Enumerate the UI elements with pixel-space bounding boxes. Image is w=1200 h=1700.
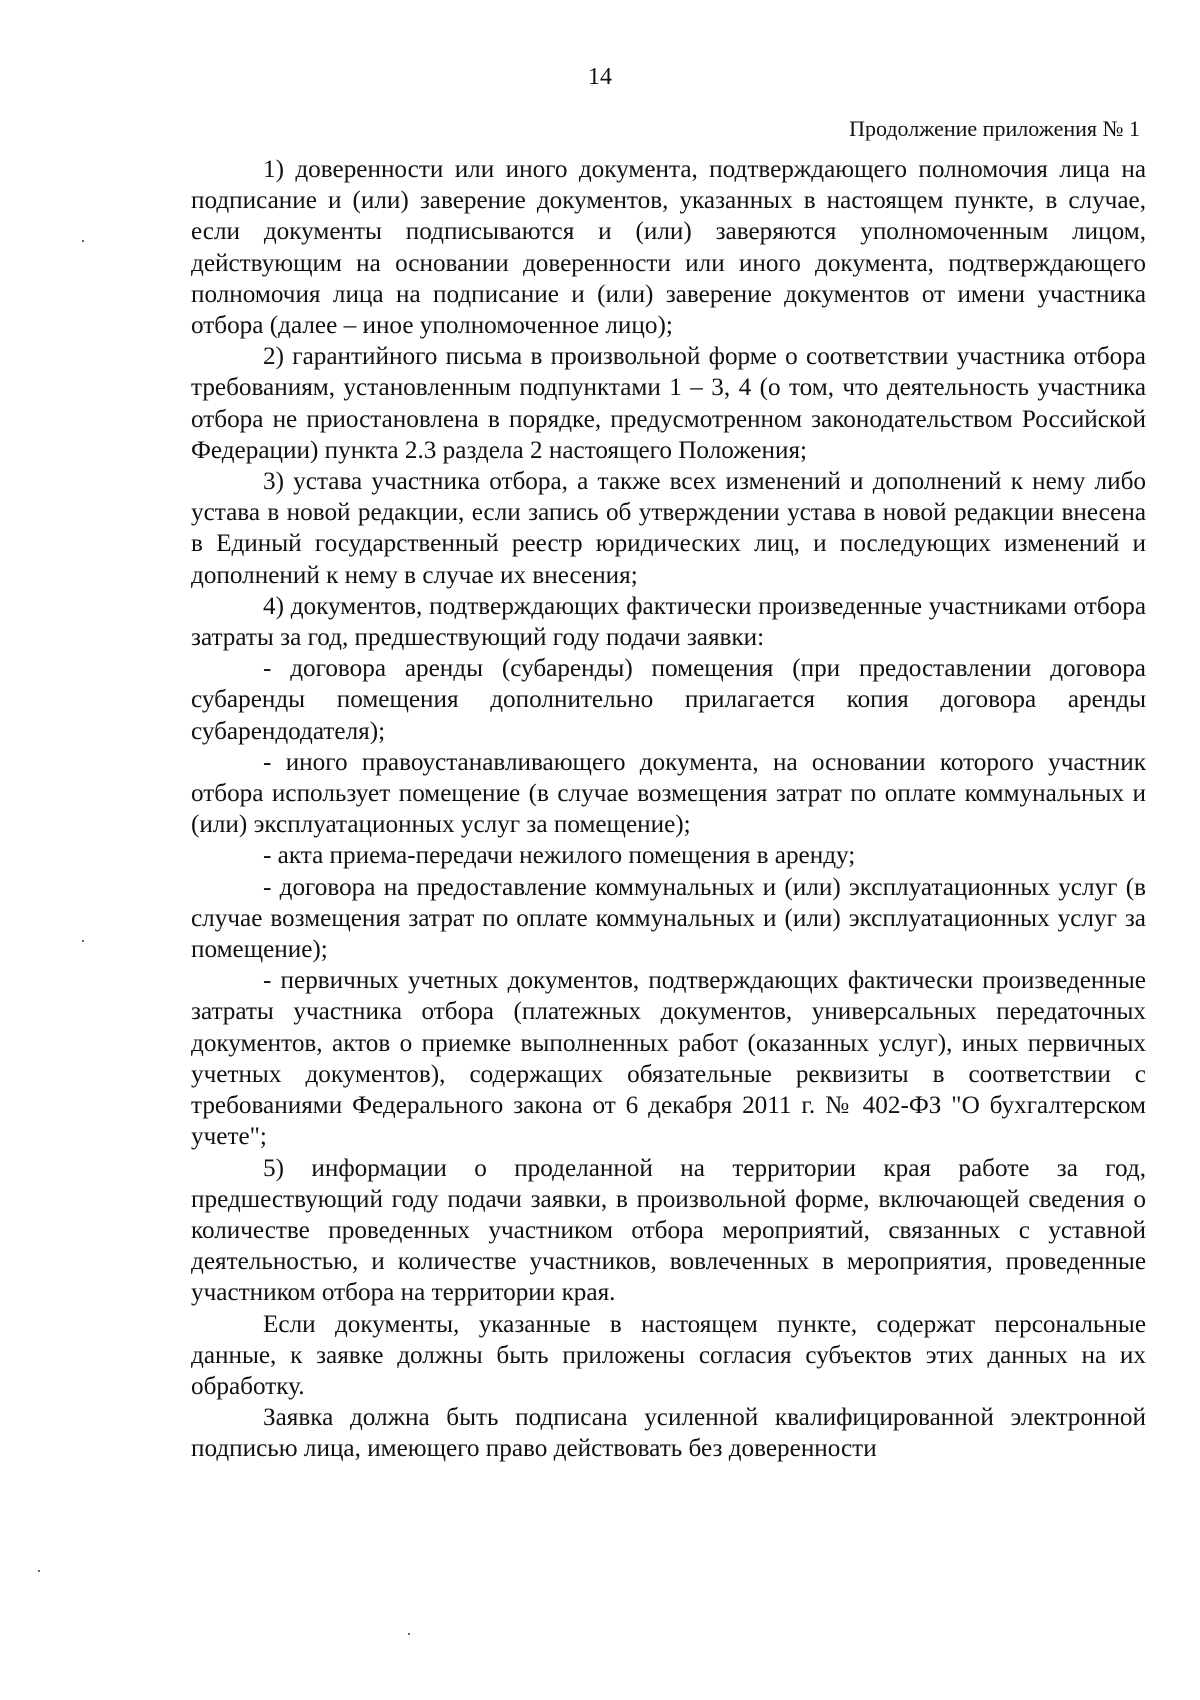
scan-speck xyxy=(82,240,84,242)
paragraph-signature-requirement: Заявка должна быть подписана усиленной квалифицированной электронной подписью лица, имеющего право действовать без доверенности xyxy=(191,1404,1146,1463)
appendix-note: Продолжение приложения № 1 xyxy=(849,116,1140,141)
paragraph-item-3: 3) устава участника отбора, а также всех изменений и дополнений к нему либо устава в новой редакции, если запись об утверждении устава в новой редакции внесена в Единый государственный реестр юридических лиц, и последующих изменений и дополнений к нему в случае их внесения; xyxy=(191,468,1146,589)
paragraph-item-1: 1) доверенности или иного документа, подтверждающего полномочия лица на подписание и (или) заверение документов, указанных в настоящем пункте, в случае, если документы подписываются и (или) заверяются уполномоченным лицом, действующим на основании доверенности или иного документа, подтверждающего полномочия лица на подписание и (или) заверение документов от имени участника отбора (далее – иное уполномоченное лицо); xyxy=(191,156,1146,340)
scan-speck xyxy=(408,1633,410,1635)
scan-speck xyxy=(82,940,84,942)
paragraph-primary-documents: - первичных учетных документов, подтверждающих фактически произведенные затраты участника отбора (платежных документов, универсальных передаточных документов, актов о приемке выполненных работ (оказанных услуг), иных первичных учетных документов), содержащих обязательные реквизиты в соответствии с требованиями Федерального закона от 6 декабря 2011 г. № 402-ФЗ "О бухгалтерском учете"; xyxy=(191,967,1146,1151)
paragraph-title-document: - иного правоустанавливающего документа, на основании которого участник отбора использует помещение (в случае возмещения затрат по оплате коммунальных и (или) эксплуатационных услуг за помещение); xyxy=(191,748,1146,839)
scan-speck xyxy=(38,1570,40,1572)
page-number: 14 xyxy=(588,64,612,90)
paragraph-item-4: 4) документов, подтверждающих фактически произведенные участниками отбора затраты за год, предшествующий году подачи заявки: xyxy=(191,592,1146,652)
document-body xyxy=(191,154,1146,1465)
paragraph-item-2: 2) гарантийного письма в произвольной форме о соответствии участника отбора требованиям, установленным подпунктами 1 – 3, 4 (о том, что деятельность участника отбора не приостановлена в порядке, предусмотренном законодательством Российской Федерации) пункта 2.3 раздела 2 настоящего Положения; xyxy=(191,343,1146,464)
paragraph-transfer-act: - акта приема-передачи нежилого помещения в аренду; xyxy=(263,842,856,870)
paragraph-utilities-contract: - договора на предоставление коммунальных и (или) эксплуатационных услуг (в случае возмещения затрат по оплате коммунальных и (или) эксплуатационных услуг за помещение); xyxy=(191,873,1146,964)
paragraph-lease-contract: - договора аренды (субаренды) помещения (при предоставлении договора субаренды помещения дополнительно прилагается копия договора аренды субарендодателя); xyxy=(191,655,1146,745)
paragraph-item-5: 5) информации о проделанной на территории края работе за год, предшествующий году подачи заявки, в произвольной форме, включающей сведения о количестве проведенных участником отбора мероприятий, связанных с уставной деятельностью, и количестве участников, вовлеченных в мероприятия, проведенные участником отбора на территории края. xyxy=(191,1154,1146,1307)
paragraph-personal-data: Если документы, указанные в настоящем пункте, содержат персональные данные, к заявке должны быть приложены согласия субъектов этих данных на их обработку. xyxy=(191,1310,1146,1400)
